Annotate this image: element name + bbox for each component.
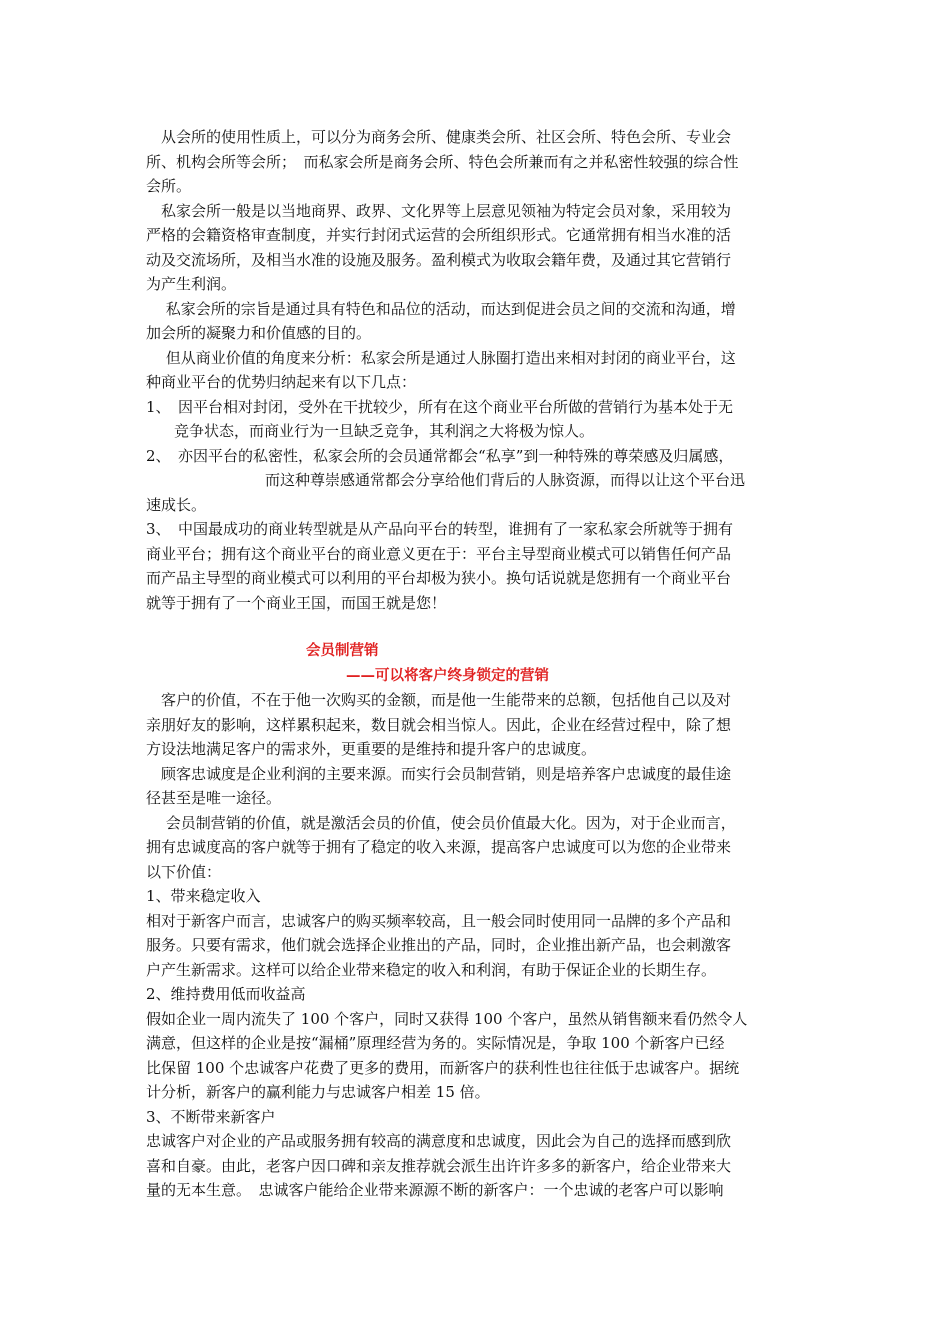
- text-line: 比保留 100 个忠诚客户花费了更多的费用，而新客户的获利性也往往低于忠诚客户。据统: [146, 1058, 740, 1077]
- section-title: 会员制营销: [306, 643, 379, 659]
- paragraph-customer-value: [146, 688, 818, 762]
- text-line: 商业平台；拥有这个商业平台的商业意义更在于：平台主导型商业模式可以销售任何产品: [146, 544, 732, 563]
- list-item-3: [146, 517, 818, 615]
- text-line: 但从商业价值的角度来分析：私家会所是通过人脉圈打造出来相对封闭的商业平台，这: [146, 348, 736, 367]
- paragraph-club-purpose: [146, 297, 818, 346]
- text-line: 满意，但这样的企业是按“漏桶”原理经营为务的。实际情况是，争取 100 个新客户已经: [146, 1034, 725, 1052]
- text-line: 速成长。: [146, 495, 207, 514]
- paragraph-new-customers: [146, 1129, 818, 1203]
- paragraph-private-club-definition: [146, 199, 818, 297]
- text-line: 顾客忠诚度是企业利润的主要来源。而实行会员制营销，则是培养客户忠诚度的最佳途: [146, 764, 732, 783]
- text-line: 为产生利润。: [146, 275, 237, 293]
- text-line: 2、 亦因平台的私密性，私家会所的会员通常都会“私享”到一种特殊的尊荣感及归属感，: [146, 446, 734, 465]
- text-line: 拥有忠诚度高的客户就等于拥有了稳定的收入来源，提高客户忠诚度可以为您的企业带来: [146, 838, 732, 856]
- paragraph-low-cost: [146, 1007, 818, 1105]
- text-line: 亲朋好友的影响，这样累积起来，数目就会相当惊人。因此，企业在经营过程中，除了想: [146, 715, 732, 734]
- text-line: 竞争状态，而商业行为一旦缺乏竞争，其利润之大将极为惊人。: [174, 422, 595, 440]
- paragraph-stable-income: [146, 909, 818, 983]
- text-line: 就等于拥有了一个商业王国，而国王就是您！: [146, 593, 447, 612]
- text-line: 客户的价值，不在于他一次购买的金额，而是他一生能带来的总额，包括他自己以及对: [146, 691, 732, 709]
- section-subtitle: ——可以将客户终身锁定的营销: [346, 667, 549, 684]
- text-line: 忠诚客户对企业的产品或服务拥有较高的满意度和忠诚度，因此会为自己的选择而感到欣: [146, 1132, 732, 1150]
- text-line: 以下价值：: [146, 862, 222, 881]
- text-line: 会员制营销的价值，就是激活会员的价值，使会员价值最大化。因为，对于企业而言，: [146, 813, 736, 832]
- subheading-new-customers: 3、不断带来新客户: [146, 1107, 276, 1126]
- text-line: 所、机构会所等会所； 而私家会所是商务会所、特色会所兼而有之并私密性较强的综合性: [146, 152, 739, 171]
- subheading-stable-income: 1、带来稳定收入: [146, 887, 261, 905]
- paragraph-commercial-value: [146, 346, 818, 395]
- subheading-low-cost: 2、维持费用低而收益高: [146, 985, 306, 1003]
- document-body: [146, 125, 818, 1203]
- list-item-1: [146, 395, 818, 444]
- text-line: 1、 因平台相对封闭，受外在干扰较少，所有在这个商业平台所做的营销行为基本处于无: [146, 397, 734, 416]
- text-line: 服务。只要有需求，他们就会选择企业推出的产品，同时，企业推出新产品，也会刺激客: [146, 936, 732, 954]
- list-item-2: [146, 444, 818, 518]
- text-line: 方设法地满足客户的需求外，更重要的是维持和提升客户的忠诚度。: [146, 740, 597, 758]
- text-line: 计分析，新客户的赢利能力与忠诚客户相差 15 倍。: [146, 1083, 490, 1101]
- paragraph-loyalty: [146, 762, 818, 811]
- paragraph-membership-value: [146, 811, 818, 885]
- text-line: 严格的会籍资格审查制度，并实行封闭式运营的会所组织形式。它通常拥有相当水准的活: [146, 226, 732, 244]
- text-line: 而这种尊崇感通常都会分享给他们背后的人脉资源，而得以让这个平台迅: [265, 471, 746, 489]
- text-line: 径甚至是唯一途径。: [146, 789, 282, 807]
- text-line: 而产品主导型的商业模式可以利用的平台却极为狭小。换句话说就是您拥有一个商业平台: [146, 569, 732, 587]
- text-line: 喜和自豪。由此，老客户因口碑和亲友推荐就会派生出许许多多的新客户，给企业带来大: [146, 1156, 732, 1175]
- text-line: 动及交流场所，及相当水准的设施及服务。盈利模式为收取会籍年费，及通过其它营销行: [146, 250, 732, 269]
- text-line: 相对于新客户而言，忠诚客户的购买频率较高，且一般会同时使用同一品牌的多个产品和: [146, 911, 732, 930]
- text-line: 会所。: [146, 177, 192, 195]
- text-line: 私家会所一般是以当地商界、政界、文化界等上层意见领袖为特定会员对象，采用较为: [146, 201, 732, 220]
- text-line: 私家会所的宗旨是通过具有特色和品位的活动，而达到促进会员之间的交流和沟通，增: [146, 299, 736, 318]
- text-line: 加会所的凝聚力和价值感的目的。: [146, 324, 372, 342]
- text-line: 种商业平台的优势归纳起来有以下几点：: [146, 373, 417, 391]
- text-line: 假如企业一周内流失了 100 个客户，同时又获得 100 个客户，虽然从销售额来看仍然令人: [146, 1009, 748, 1028]
- section-spacer: [146, 615, 818, 639]
- paragraph-club-types: [146, 125, 818, 199]
- text-line: 量的无本生意。 忠诚客户能给企业带来源源不断的新客户：一个忠诚的老客户可以影响: [146, 1181, 724, 1199]
- text-line: 3、 中国最成功的商业转型就是从产品向平台的转型，谁拥有了一家私家会所就等于拥有: [146, 520, 734, 538]
- text-line: 从会所的使用性质上，可以分为商务会所、健康类会所、社区会所、特色会所、专业会: [146, 128, 732, 146]
- text-line: 户产生新需求。这样可以给企业带来稳定的收入和利润，有助于保证企业的长期生存。: [146, 960, 717, 979]
